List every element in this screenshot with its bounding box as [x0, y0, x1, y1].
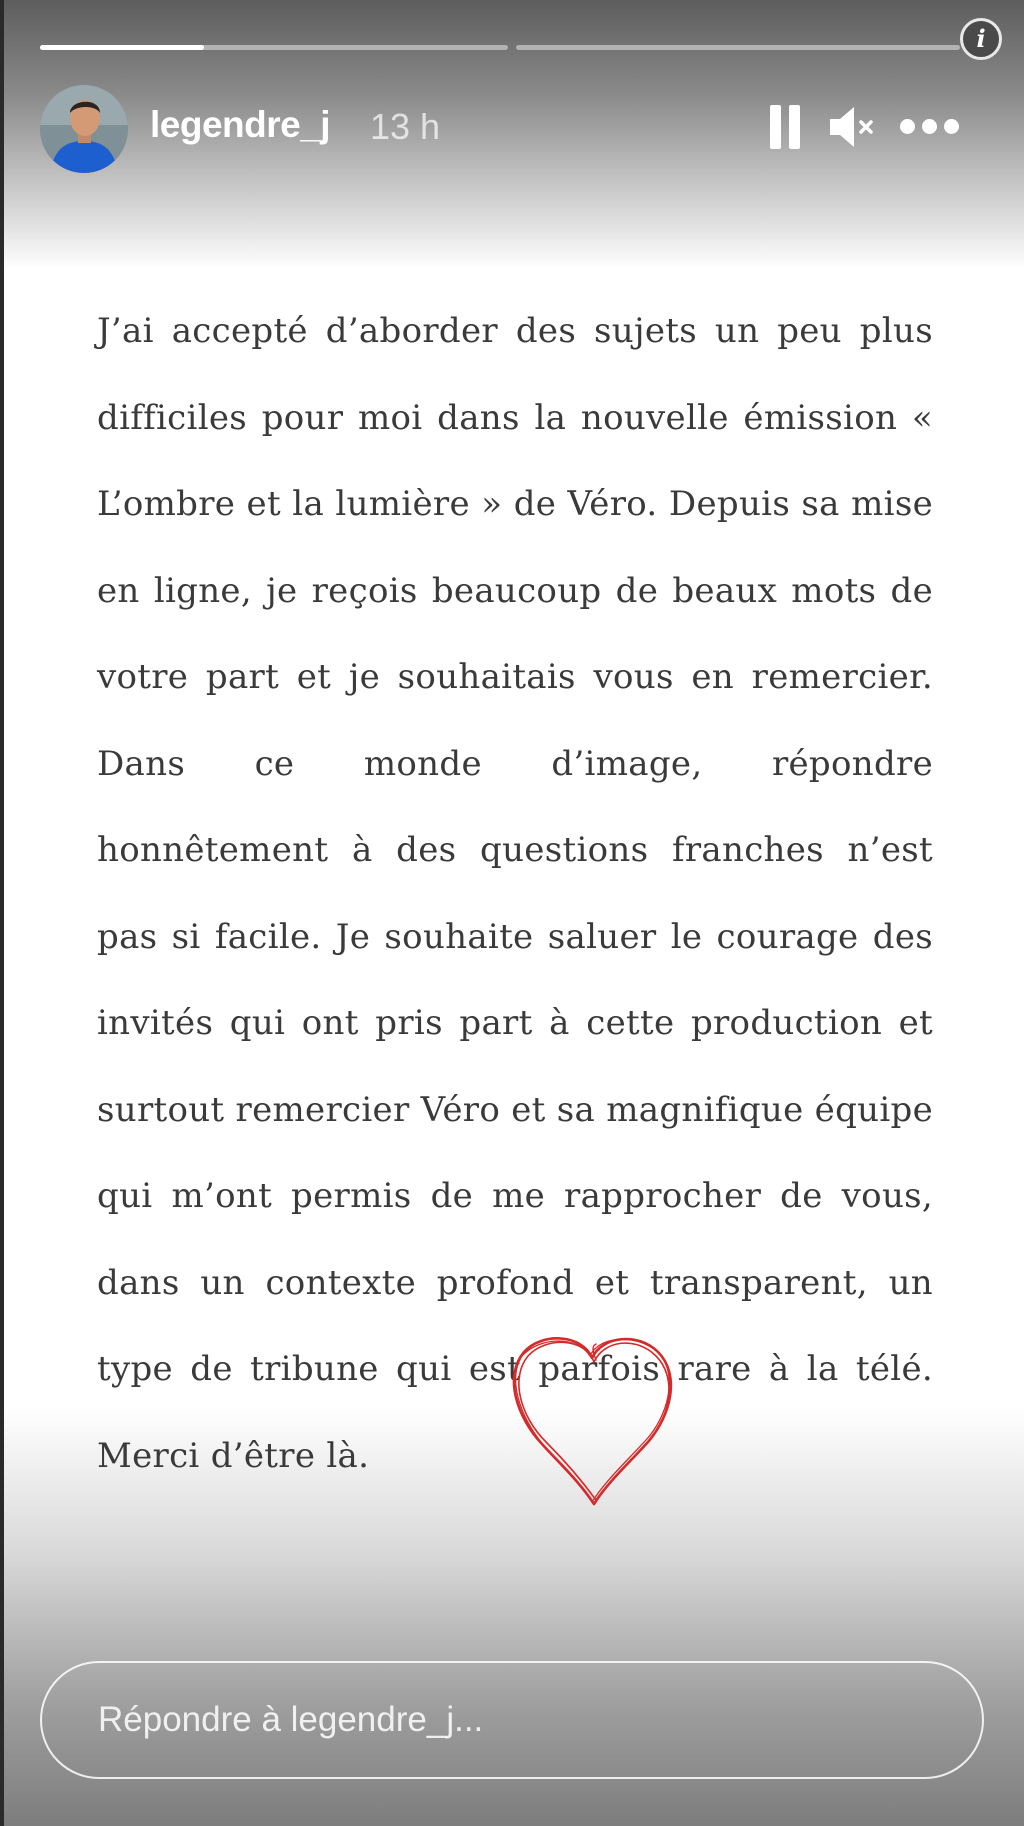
pause-icon[interactable] [770, 105, 804, 149]
timestamp: 13 h [370, 106, 441, 147]
avatar-picture [40, 85, 128, 173]
more-icon[interactable] [900, 117, 960, 137]
heart-doodle [508, 1330, 678, 1510]
reply-field[interactable] [40, 1661, 984, 1779]
screen-edge [0, 0, 4, 1826]
mute-icon[interactable] [828, 102, 878, 152]
progress-segment-1 [40, 45, 508, 50]
progress-fill-1 [40, 45, 204, 50]
info-icon[interactable]: i [960, 18, 1002, 60]
avatar[interactable] [40, 85, 128, 173]
story-message: J’ai accepté d’aborder des sujets un peu plus difficiles pour moi dans la nouvelle émission « L’ombre et la lumière » de Véro. Depuis sa mise en ligne, je reçois beaucoup de beaux mots de votre part et je souhaitais vous en remercier. Dans ce monde d’image, répondre honnêtement à des questions franches n’est pas si facile. Je souhaite saluer le courage des invités qui ont pris part à cette production et surtout remercier Véro et sa magnifique équipe qui m’ont permis de me rapprocher de vous, dans un contexte profond et transparent, un type de tribune qui est parfois rare à la télé. Merci d’être là. [97, 311, 933, 1476]
reply-input[interactable] [98, 1663, 918, 1777]
progress-segment-2 [516, 45, 960, 50]
username[interactable]: legendre_j [150, 104, 331, 145]
